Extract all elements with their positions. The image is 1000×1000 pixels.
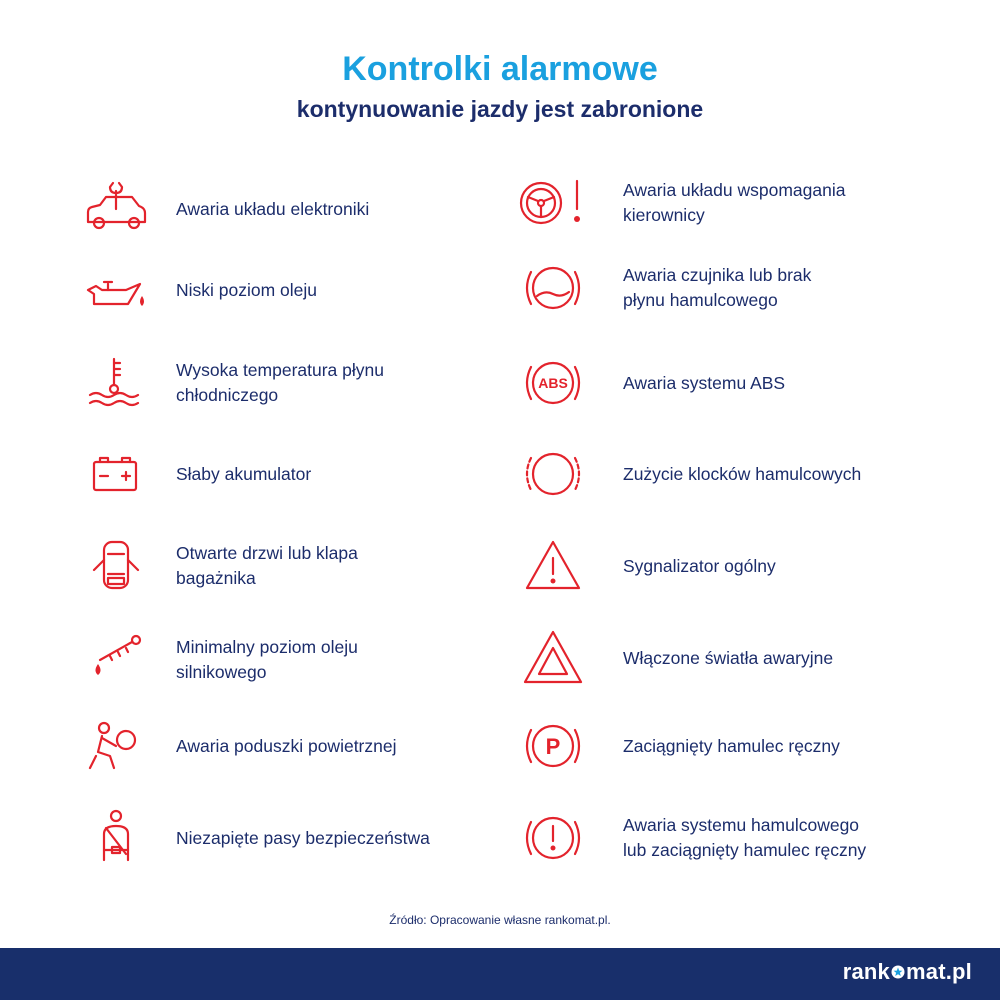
item-label: Awaria systemu hamulcowego lub zaciągnięty hamulec ręczny <box>623 815 867 860</box>
item-label: Zużycie klocków hamulcowych <box>623 463 862 484</box>
hazard-lights-icon <box>517 628 587 688</box>
general-warning-icon <box>517 536 587 596</box>
item-label: Awaria systemu ABS <box>623 372 786 393</box>
brake-system-warning-icon <box>517 808 587 868</box>
item-label: Włączone światła awaryjne <box>623 647 834 668</box>
page-title: Kontrolki alarmowe <box>342 50 658 88</box>
oil-dipstick-icon <box>80 630 150 690</box>
oil-can-icon <box>80 260 150 320</box>
svg-text:P: P <box>545 734 561 759</box>
item-label: Awaria układu elektroniki <box>176 198 370 219</box>
car-door-open-icon <box>80 536 150 596</box>
coolant-temperature-icon <box>80 353 150 413</box>
parking-brake-icon <box>517 716 587 776</box>
airbag-icon <box>80 716 150 776</box>
brake-pads-icon <box>517 444 587 504</box>
car-wrench-icon <box>80 179 150 239</box>
item-label: Zaciągnięty hamulec ręczny <box>623 735 840 756</box>
battery-icon <box>80 444 150 504</box>
brand-logo[interactable]: rank mat.pl <box>842 959 972 984</box>
item-label: Minimalny poziom oleju silnikowego <box>176 637 358 682</box>
star-icon <box>891 965 905 979</box>
abs-icon <box>517 353 587 413</box>
item-label: Niski poziom oleju <box>176 279 318 300</box>
item-label: Wysoka temperatura płynu chłodniczego <box>176 360 384 405</box>
page-subtitle: kontynuowanie jazdy jest zabronione <box>296 96 704 122</box>
item-label: Otwarte drzwi lub klapa bagażnika <box>176 543 358 588</box>
steering-wheel-warning-icon <box>517 173 587 233</box>
seatbelt-icon <box>80 808 150 868</box>
svg-text:ABS: ABS <box>538 375 568 391</box>
source-note: Źródło: Opracowanie własne rankomat.pl. <box>389 913 611 927</box>
item-label: Awaria czujnika lub brak płynu hamulcowego <box>623 265 812 310</box>
item-label: Awaria układu wspomagania kierownicy <box>623 180 846 225</box>
item-label: Sygnalizator ogólny <box>623 555 776 576</box>
footer-bar <box>0 948 1000 1000</box>
item-label: Niezapięte pasy bezpieczeństwa <box>176 827 430 848</box>
brake-fluid-icon <box>517 258 587 318</box>
item-label: Awaria poduszki powietrznej <box>176 735 397 756</box>
item-label: Słaby akumulator <box>176 463 312 484</box>
